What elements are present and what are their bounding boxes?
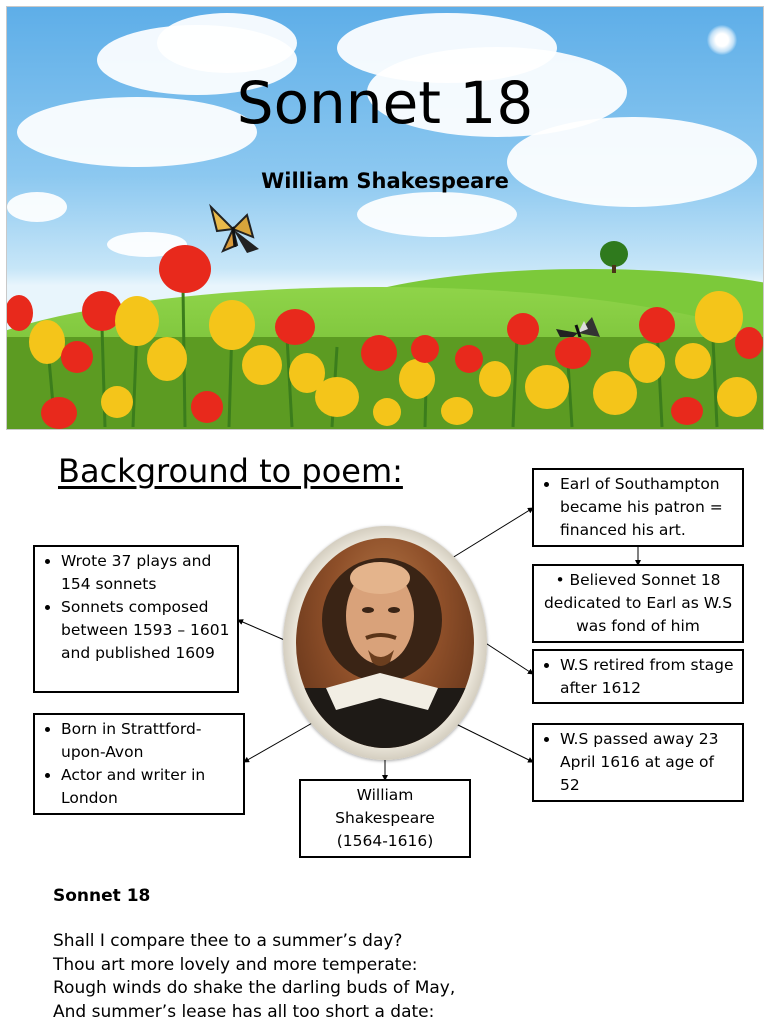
poem-line: And summer’s lease has all too short a date:	[53, 1001, 435, 1022]
box-retired	[532, 649, 744, 704]
box-dedication	[532, 564, 744, 643]
caption-line: Shakespeare	[335, 809, 435, 827]
list-item: • Earl of Southampton became his patron = financed his art.	[560, 473, 736, 542]
caption-line: William	[356, 786, 414, 804]
caption-line: (1564-1616)	[336, 832, 434, 850]
background-heading: Background to poem:	[58, 452, 403, 490]
list-item: • W.S passed away 23 April 1616 at age of 52	[560, 728, 736, 797]
poem-line: Shall I compare thee to a summer’s day?	[53, 931, 403, 951]
poem-title: Sonnet 18	[53, 886, 151, 906]
slide-title: Sonnet 18	[236, 69, 534, 137]
box-death	[532, 723, 744, 802]
portrait-caption	[299, 779, 471, 858]
box-birthplace	[33, 713, 245, 815]
slide-subtitle: William Shakespeare	[261, 169, 509, 193]
poem-text	[53, 930, 455, 1024]
poem-line: Thou art more lovely and more temperate:	[53, 954, 418, 975]
list-item: • Wrote 37 plays and 154 sonnets	[61, 550, 231, 596]
poem-line: Rough winds do shake the darling buds of May,	[53, 978, 456, 998]
list-item: • Actor and writer in London	[61, 764, 237, 810]
box-patron	[532, 468, 744, 547]
shakespeare-portrait	[296, 538, 474, 748]
box-plays-sonnets	[33, 545, 239, 693]
list-item: • W.S retired from stage after 1612	[560, 654, 736, 700]
dedication-text: • Believed Sonnet 18 dedicated to Earl as W.S was fond of him	[543, 571, 733, 635]
list-item: • Born in Strattford-upon-Avon	[61, 718, 237, 764]
list-item: • Sonnets composed between 1593 – 1601 and published 1609	[61, 596, 231, 665]
